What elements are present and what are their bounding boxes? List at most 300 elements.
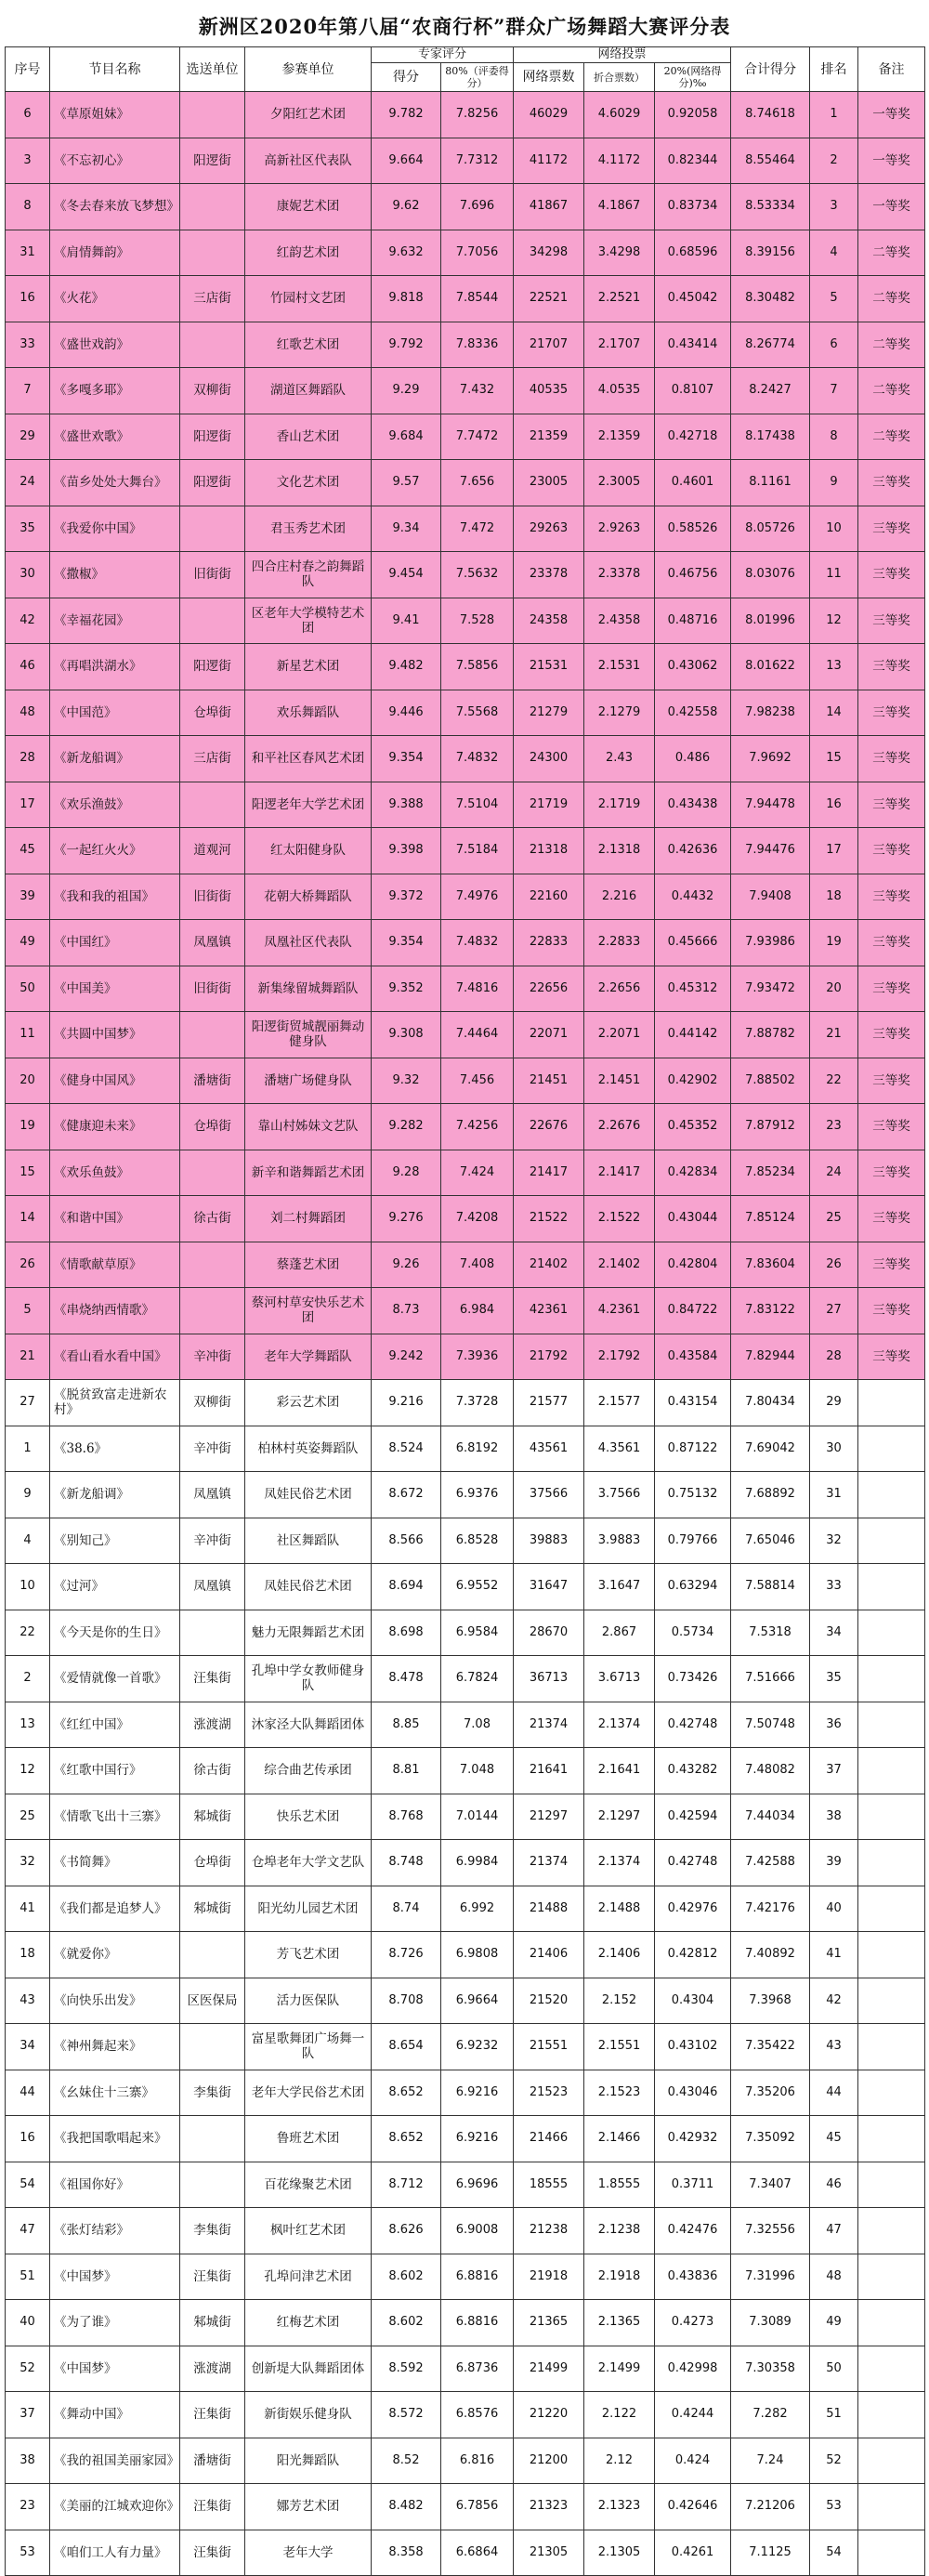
expert-score-80: 7.4832 <box>441 920 514 966</box>
vote-count: 46029 <box>514 92 584 138</box>
converted-votes: 2.1359 <box>584 414 655 460</box>
expert-score-80: 7.5856 <box>441 644 514 690</box>
selecting-unit: 旧街街 <box>180 552 245 598</box>
participating-unit: 百花缘聚艺术团 <box>245 2162 372 2208</box>
vote-count: 21551 <box>514 2024 584 2070</box>
vote-count: 22656 <box>514 966 584 1012</box>
participating-unit: 红歌艺术团 <box>245 322 372 368</box>
participating-unit: 红梅艺术团 <box>245 2300 372 2346</box>
online-score-20: 0.45042 <box>655 276 731 322</box>
table-row <box>6 966 925 1012</box>
total-score: 8.55464 <box>731 138 810 184</box>
total-score: 8.1161 <box>731 460 810 506</box>
award-remark: 三等奖 <box>858 874 925 920</box>
rank: 26 <box>810 1242 858 1288</box>
converted-votes: 2.1323 <box>584 2484 655 2530</box>
table-row <box>6 1242 925 1288</box>
vote-count: 29263 <box>514 506 584 552</box>
vote-count: 21238 <box>514 2208 584 2254</box>
participating-unit: 区老年大学模特艺术团 <box>245 598 372 644</box>
converted-votes: 2.1238 <box>584 2208 655 2254</box>
award-remark <box>858 2392 925 2438</box>
header-expert-score: 专家评分 <box>372 47 514 63</box>
rank: 8 <box>810 414 858 460</box>
expert-score: 9.792 <box>372 322 441 368</box>
online-score-20: 0.42636 <box>655 828 731 874</box>
award-remark: 三等奖 <box>858 1334 925 1380</box>
converted-votes: 2.216 <box>584 874 655 920</box>
expert-score: 8.672 <box>372 1472 441 1518</box>
header-selecting-unit: 选送单位 <box>180 47 245 92</box>
participating-unit: 红韵艺术团 <box>245 230 372 276</box>
vote-count: 22833 <box>514 920 584 966</box>
participating-unit: 靠山村姊妹文艺队 <box>245 1104 372 1150</box>
row-no: 20 <box>6 1058 50 1104</box>
program-name: 《中国范》 <box>50 690 180 736</box>
selecting-unit: 旧街街 <box>180 874 245 920</box>
row-no: 16 <box>6 276 50 322</box>
program-name: 《过河》 <box>50 1564 180 1610</box>
expert-score-80: 6.9376 <box>441 1472 514 1518</box>
table-row <box>6 1610 925 1656</box>
expert-score: 8.708 <box>372 1978 441 2024</box>
row-no: 26 <box>6 1242 50 1288</box>
total-score: 8.05726 <box>731 506 810 552</box>
online-score-20: 0.42976 <box>655 1886 731 1932</box>
converted-votes: 2.4358 <box>584 598 655 644</box>
converted-votes: 4.0535 <box>584 368 655 414</box>
online-score-20: 0.4261 <box>655 2530 731 2576</box>
rank: 15 <box>810 736 858 782</box>
vote-count: 31647 <box>514 1564 584 1610</box>
program-name: 《中国红》 <box>50 920 180 966</box>
program-name: 《情歌飞出十三寨》 <box>50 1794 180 1840</box>
selecting-unit: 凤凰镇 <box>180 1472 245 1518</box>
expert-score: 9.62 <box>372 184 441 230</box>
total-score: 8.53334 <box>731 184 810 230</box>
expert-score: 8.81 <box>372 1748 441 1794</box>
selecting-unit <box>180 184 245 230</box>
expert-score: 9.782 <box>372 92 441 138</box>
participating-unit: 红太阳健身队 <box>245 828 372 874</box>
expert-score-80: 7.3728 <box>441 1380 514 1426</box>
vote-count: 39883 <box>514 1518 584 1564</box>
converted-votes: 4.3561 <box>584 1426 655 1472</box>
expert-score: 8.726 <box>372 1932 441 1978</box>
award-remark <box>858 1702 925 1748</box>
table-row <box>6 598 925 644</box>
online-score-20: 0.42834 <box>655 1150 731 1196</box>
program-name: 《肩情舞韵》 <box>50 230 180 276</box>
online-score-20: 0.4601 <box>655 460 731 506</box>
score-table <box>5 46 925 2576</box>
program-name: 《中国梦》 <box>50 2346 180 2392</box>
award-remark: 三等奖 <box>858 552 925 598</box>
converted-votes: 1.8555 <box>584 2162 655 2208</box>
rank: 16 <box>810 782 858 828</box>
converted-votes: 2.43 <box>584 736 655 782</box>
sheet-title: 新洲区2020年第八届“农商行杯”群众广场舞蹈大赛评分表 <box>198 15 731 38</box>
table-row <box>6 2024 925 2070</box>
expert-score-80: 7.472 <box>441 506 514 552</box>
table-row <box>6 184 925 230</box>
table-row <box>6 1196 925 1242</box>
rank: 22 <box>810 1058 858 1104</box>
converted-votes: 2.1374 <box>584 1702 655 1748</box>
vote-count: 37566 <box>514 1472 584 1518</box>
vote-count: 21523 <box>514 2070 584 2116</box>
vote-count: 21323 <box>514 2484 584 2530</box>
participating-unit: 仓埠老年大学文艺队 <box>245 1840 372 1886</box>
expert-score-80: 6.6864 <box>441 2530 514 2576</box>
program-name: 《盛世欢歌》 <box>50 414 180 460</box>
total-score: 7.88502 <box>731 1058 810 1104</box>
participating-unit: 新街娱乐健身队 <box>245 2392 372 2438</box>
row-no: 44 <box>6 2070 50 2116</box>
participating-unit: 文化艺术团 <box>245 460 372 506</box>
selecting-unit <box>180 230 245 276</box>
rank: 49 <box>810 2300 858 2346</box>
expert-score: 8.698 <box>372 1610 441 1656</box>
table-row <box>6 552 925 598</box>
award-remark <box>858 1978 925 2024</box>
rank: 30 <box>810 1426 858 1472</box>
converted-votes: 2.1499 <box>584 2346 655 2392</box>
table-row <box>6 1380 925 1426</box>
vote-count: 21531 <box>514 644 584 690</box>
program-name: 《舞动中国》 <box>50 2392 180 2438</box>
row-no: 30 <box>6 552 50 598</box>
award-remark <box>858 2438 925 2484</box>
selecting-unit <box>180 2162 245 2208</box>
expert-score: 9.632 <box>372 230 441 276</box>
vote-count: 21402 <box>514 1242 584 1288</box>
expert-score: 9.664 <box>372 138 441 184</box>
award-remark <box>858 2116 925 2162</box>
program-name: 《祖国你好》 <box>50 2162 180 2208</box>
online-score-20: 0.44142 <box>655 1012 731 1058</box>
vote-count: 21220 <box>514 2392 584 2438</box>
expert-score: 9.446 <box>372 690 441 736</box>
row-no: 47 <box>6 2208 50 2254</box>
table-row <box>6 2300 925 2346</box>
table-row <box>6 828 925 874</box>
converted-votes: 2.1318 <box>584 828 655 874</box>
converted-votes: 2.122 <box>584 2392 655 2438</box>
row-no: 40 <box>6 2300 50 2346</box>
rank: 36 <box>810 1702 858 1748</box>
online-score-20: 0.4273 <box>655 2300 731 2346</box>
vote-count: 24358 <box>514 598 584 644</box>
total-score: 7.3968 <box>731 1978 810 2024</box>
vote-count: 21297 <box>514 1794 584 1840</box>
converted-votes: 2.1279 <box>584 690 655 736</box>
rank: 48 <box>810 2254 858 2300</box>
rank: 7 <box>810 368 858 414</box>
table-row <box>6 1058 925 1104</box>
row-no: 2 <box>6 1656 50 1702</box>
header-rank: 排名 <box>810 47 858 92</box>
total-score: 7.42176 <box>731 1886 810 1932</box>
vote-count: 28670 <box>514 1610 584 1656</box>
award-remark: 一等奖 <box>858 138 925 184</box>
converted-votes: 4.6029 <box>584 92 655 138</box>
participating-unit: 创新堤大队舞蹈团体 <box>245 2346 372 2392</box>
converted-votes: 2.1523 <box>584 2070 655 2116</box>
expert-score-80: 7.408 <box>441 1242 514 1288</box>
selecting-unit: 道观河 <box>180 828 245 874</box>
rank: 51 <box>810 2392 858 2438</box>
row-no: 49 <box>6 920 50 966</box>
expert-score: 8.482 <box>372 2484 441 2530</box>
vote-count: 21451 <box>514 1058 584 1104</box>
expert-score-80: 6.8736 <box>441 2346 514 2392</box>
award-remark <box>858 1932 925 1978</box>
selecting-unit <box>180 322 245 368</box>
row-no: 38 <box>6 2438 50 2484</box>
total-score: 7.32556 <box>731 2208 810 2254</box>
selecting-unit: 辛冲街 <box>180 1518 245 1564</box>
selecting-unit: 阳逻街 <box>180 138 245 184</box>
program-name: 《就爱你》 <box>50 1932 180 1978</box>
online-score-20: 0.46756 <box>655 552 731 598</box>
expert-score: 8.478 <box>372 1656 441 1702</box>
participating-unit: 夕阳红艺术团 <box>245 92 372 138</box>
participating-unit: 欢乐舞蹈队 <box>245 690 372 736</box>
participating-unit: 枫叶红艺术团 <box>245 2208 372 2254</box>
program-name: 《盛世戏韵》 <box>50 322 180 368</box>
table-row <box>6 414 925 460</box>
rank: 14 <box>810 690 858 736</box>
expert-score-80: 7.8544 <box>441 276 514 322</box>
table-row <box>6 1426 925 1472</box>
vote-count: 21318 <box>514 828 584 874</box>
expert-score-80: 7.528 <box>441 598 514 644</box>
expert-score: 8.592 <box>372 2346 441 2392</box>
vote-count: 21359 <box>514 414 584 460</box>
expert-score-80: 6.8192 <box>441 1426 514 1472</box>
total-score: 7.98238 <box>731 690 810 736</box>
expert-score: 9.28 <box>372 1150 441 1196</box>
row-no: 54 <box>6 2162 50 2208</box>
row-no: 23 <box>6 2484 50 2530</box>
vote-count: 21488 <box>514 1886 584 1932</box>
vote-count: 21374 <box>514 1702 584 1748</box>
selecting-unit: 辛冲街 <box>180 1334 245 1380</box>
total-score: 7.9692 <box>731 736 810 782</box>
rank: 21 <box>810 1012 858 1058</box>
total-score: 7.85234 <box>731 1150 810 1196</box>
selecting-unit <box>180 506 245 552</box>
expert-score-80: 7.5632 <box>441 552 514 598</box>
converted-votes: 2.1531 <box>584 644 655 690</box>
row-no: 24 <box>6 460 50 506</box>
rank: 47 <box>810 2208 858 2254</box>
table-row <box>6 782 925 828</box>
row-no: 33 <box>6 322 50 368</box>
row-no: 28 <box>6 736 50 782</box>
program-name: 《我和我的祖国》 <box>50 874 180 920</box>
online-score-20: 0.43836 <box>655 2254 731 2300</box>
rank: 50 <box>810 2346 858 2392</box>
selecting-unit: 徐古街 <box>180 1748 245 1794</box>
row-no: 12 <box>6 1748 50 1794</box>
expert-score-80: 7.08 <box>441 1702 514 1748</box>
online-score-20: 0.42594 <box>655 1794 731 1840</box>
selecting-unit: 李集街 <box>180 2208 245 2254</box>
converted-votes: 2.9263 <box>584 506 655 552</box>
expert-score-80: 7.696 <box>441 184 514 230</box>
vote-count: 40535 <box>514 368 584 414</box>
converted-votes: 2.1374 <box>584 1840 655 1886</box>
total-score: 7.93472 <box>731 966 810 1012</box>
program-name: 《多嘎多耶》 <box>50 368 180 414</box>
converted-votes: 2.2656 <box>584 966 655 1012</box>
participating-unit: 娜芳艺术团 <box>245 2484 372 2530</box>
rank: 19 <box>810 920 858 966</box>
award-remark <box>858 1518 925 1564</box>
online-score-20: 0.43438 <box>655 782 731 828</box>
total-score: 7.68892 <box>731 1472 810 1518</box>
total-score: 8.03076 <box>731 552 810 598</box>
row-no: 11 <box>6 1012 50 1058</box>
expert-score-80: 7.7056 <box>441 230 514 276</box>
converted-votes: 2.2521 <box>584 276 655 322</box>
table-row <box>6 92 925 138</box>
vote-count: 22676 <box>514 1104 584 1150</box>
vote-count: 21466 <box>514 2116 584 2162</box>
program-name: 《火花》 <box>50 276 180 322</box>
row-no: 42 <box>6 598 50 644</box>
online-score-20: 0.43044 <box>655 1196 731 1242</box>
award-remark <box>858 1564 925 1610</box>
expert-score-80: 6.7824 <box>441 1656 514 1702</box>
participating-unit: 新辛和谐舞蹈艺术团 <box>245 1150 372 1196</box>
row-no: 13 <box>6 1702 50 1748</box>
row-no: 32 <box>6 1840 50 1886</box>
table-row <box>6 276 925 322</box>
expert-score: 9.818 <box>372 276 441 322</box>
row-no: 15 <box>6 1150 50 1196</box>
rank: 20 <box>810 966 858 1012</box>
award-remark <box>858 2530 925 2576</box>
program-name: 《一起红火火》 <box>50 828 180 874</box>
program-name: 《书简舞》 <box>50 1840 180 1886</box>
expert-score-80: 7.4816 <box>441 966 514 1012</box>
expert-score-80: 7.432 <box>441 368 514 414</box>
header-votes: 网络票数 <box>514 63 584 92</box>
row-no: 48 <box>6 690 50 736</box>
online-score-20: 0.63294 <box>655 1564 731 1610</box>
converted-votes: 2.1466 <box>584 2116 655 2162</box>
vote-count: 21406 <box>514 1932 584 1978</box>
rank: 35 <box>810 1656 858 1702</box>
award-remark: 三等奖 <box>858 644 925 690</box>
expert-score-80: 7.5568 <box>441 690 514 736</box>
selecting-unit: 阳逻街 <box>180 644 245 690</box>
participating-unit: 阳逻街贸城靓丽舞动健身队 <box>245 1012 372 1058</box>
program-name: 《和谐中国》 <box>50 1196 180 1242</box>
table-row <box>6 2116 925 2162</box>
total-score: 7.94476 <box>731 828 810 874</box>
vote-count: 21200 <box>514 2438 584 2484</box>
converted-votes: 2.1522 <box>584 1196 655 1242</box>
participating-unit: 阳光幼儿园艺术团 <box>245 1886 372 1932</box>
participating-unit: 老年大学舞蹈队 <box>245 1334 372 1380</box>
header-participating-unit: 参赛单位 <box>245 47 372 92</box>
vote-count: 24300 <box>514 736 584 782</box>
total-score: 7.69042 <box>731 1426 810 1472</box>
table-row <box>6 736 925 782</box>
rank: 42 <box>810 1978 858 2024</box>
row-no: 51 <box>6 2254 50 2300</box>
total-score: 7.3407 <box>731 2162 810 2208</box>
expert-score-80: 7.4208 <box>441 1196 514 1242</box>
table-row <box>6 1518 925 1564</box>
header-no: 序号 <box>6 47 50 92</box>
converted-votes: 2.152 <box>584 1978 655 2024</box>
selecting-unit <box>180 598 245 644</box>
table-row <box>6 1288 925 1334</box>
table-row <box>6 368 925 414</box>
selecting-unit: 邾城街 <box>180 1886 245 1932</box>
participating-unit: 彩云艺术团 <box>245 1380 372 1426</box>
online-score-20: 0.82344 <box>655 138 731 184</box>
selecting-unit: 汪集街 <box>180 2484 245 2530</box>
award-remark: 三等奖 <box>858 1104 925 1150</box>
total-score: 7.282 <box>731 2392 810 2438</box>
selecting-unit: 汪集街 <box>180 1656 245 1702</box>
award-remark: 二等奖 <box>858 276 925 322</box>
table-row <box>6 506 925 552</box>
header-program: 节目名称 <box>50 47 180 92</box>
selecting-unit: 阳逻街 <box>180 460 245 506</box>
rank: 4 <box>810 230 858 276</box>
score-sheet <box>5 7 924 2576</box>
expert-score: 9.454 <box>372 552 441 598</box>
converted-votes: 3.4298 <box>584 230 655 276</box>
participating-unit: 湖道区舞蹈队 <box>245 368 372 414</box>
expert-score: 8.52 <box>372 2438 441 2484</box>
program-name: 《咱们工人有力量》 <box>50 2530 180 2576</box>
program-name: 《苗乡处处大舞台》 <box>50 460 180 506</box>
online-score-20: 0.43282 <box>655 1748 731 1794</box>
vote-count: 21918 <box>514 2254 584 2300</box>
table-row <box>6 2530 925 2576</box>
selecting-unit: 徐古街 <box>180 1196 245 1242</box>
expert-score: 8.602 <box>372 2300 441 2346</box>
expert-score: 9.32 <box>372 1058 441 1104</box>
selecting-unit: 辛冲街 <box>180 1426 245 1472</box>
total-score: 7.94478 <box>731 782 810 828</box>
program-name: 《脱贫致富走进新农村》 <box>50 1380 180 1426</box>
total-score: 8.17438 <box>731 414 810 460</box>
rank: 10 <box>810 506 858 552</box>
total-score: 7.88782 <box>731 1012 810 1058</box>
online-score-20: 0.68596 <box>655 230 731 276</box>
table-row <box>6 2438 925 2484</box>
rank: 52 <box>810 2438 858 2484</box>
expert-score: 9.388 <box>372 782 441 828</box>
program-name: 《别知己》 <box>50 1518 180 1564</box>
total-score: 7.35422 <box>731 2024 810 2070</box>
rank: 53 <box>810 2484 858 2530</box>
total-score: 7.42588 <box>731 1840 810 1886</box>
rank: 27 <box>810 1288 858 1334</box>
expert-score: 9.29 <box>372 368 441 414</box>
program-name: 《冬去春来放飞梦想》 <box>50 184 180 230</box>
rank: 2 <box>810 138 858 184</box>
